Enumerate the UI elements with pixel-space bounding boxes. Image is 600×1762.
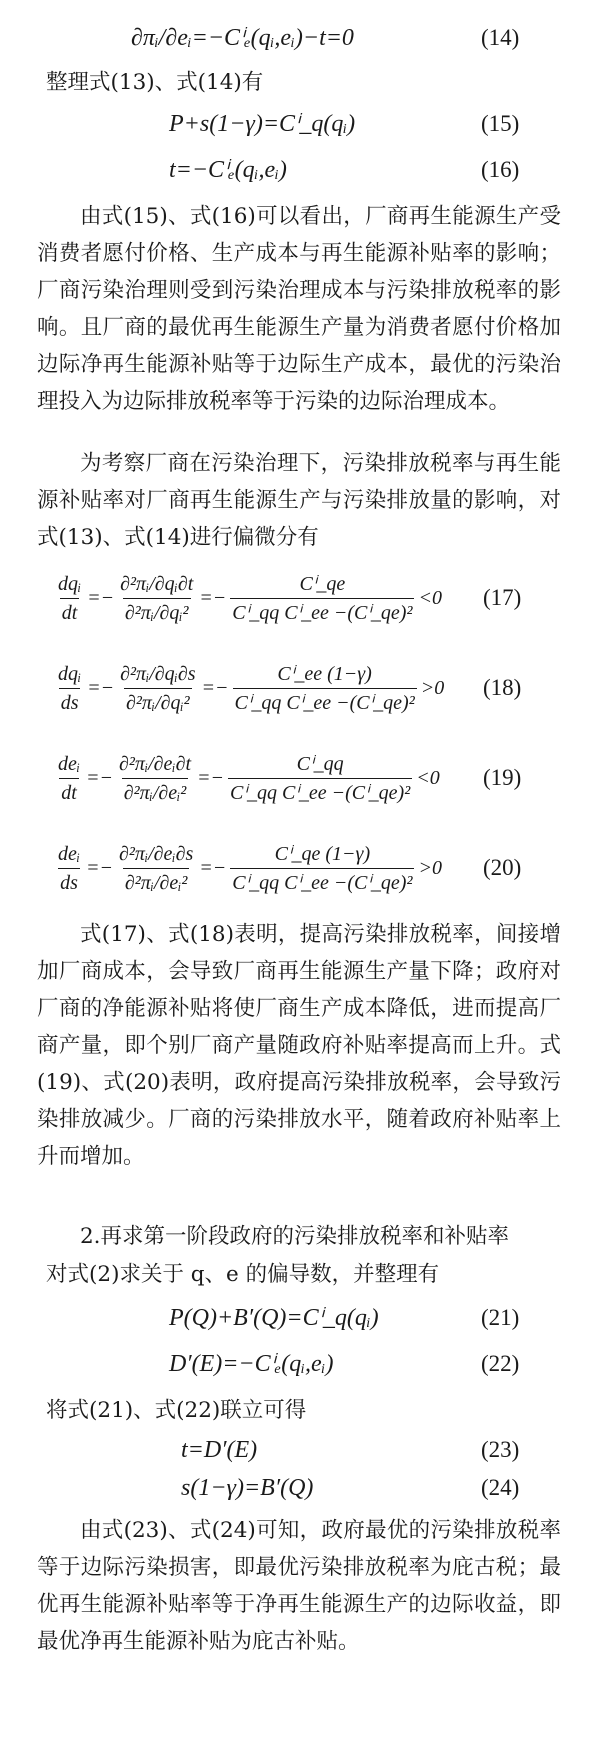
rhs-numerator: Cⁱ_qe: [299, 572, 346, 595]
equation-20: [0, 826, 600, 910]
intro-13-14: 整理式(13)、式(14)有: [46, 70, 264, 95]
lhs-denominator: dt: [60, 598, 80, 627]
equation-expression: s(1−γ)=B′(Q): [181, 1475, 314, 1501]
mid-numerator: ∂²πᵢ/∂qᵢ∂s: [120, 662, 196, 685]
equation-18: [0, 646, 600, 730]
lhs-numerator: dqᵢ: [58, 572, 82, 595]
relation: <0: [416, 766, 440, 789]
equation-number: (18): [483, 675, 522, 700]
relation: >0: [418, 856, 442, 879]
equation-number: (24): [481, 1475, 520, 1500]
paragraph-1: 由式(15)、式(16)可以看出，厂商再生能源生产受消费者愿付价格、生产成本与再生能源补贴率的影响；厂商污染治理则受到污染治理成本与污染排放税率的影响。且厂商的最优再生能源生产量为消费者愿付价格加边际净再生能源补贴等于边际生产成本，最优的污染治理投入为边际排放税率等于污染的边际治理成本。: [37, 204, 561, 414]
rhs-denominator: Cⁱ_qq Cⁱ_ee −(Cⁱ_qe)²: [230, 868, 414, 897]
intro-2: 对式(2)求关于 q、e 的偏导数，并整理有: [46, 1262, 440, 1287]
lhs-denominator: ds: [58, 868, 80, 897]
equation-number: (22): [481, 1351, 520, 1376]
paragraph-4: 由式(23)、式(24)可知，政府最优的污染排放税率等于边际污染损害，即最优污染排放税率为庇古税；最优再生能源补贴率等于净再生能源生产的边际收益，即最优净再生能源补贴为庇古补贴。: [37, 1518, 561, 1654]
equation-22: [0, 1344, 600, 1384]
rhs-denominator: Cⁱ_qq Cⁱ_ee −(Cⁱ_qe)²: [230, 598, 414, 627]
equation-number: (15): [481, 111, 520, 136]
equation-expression: t=D′(E): [181, 1437, 258, 1463]
lhs-denominator: dt: [59, 778, 79, 807]
equation-expression: $\frac{\text{dqᵢ}}{dt}$ =− $\frac{\text{∂²πᵢ/∂qᵢ∂t}}{\text{∂²πᵢ/∂qᵢ²}}$ =− $\frac{\text{Cⁱ\_qe}}{\text{Cⁱ\_qq Cⁱ\_ee −(Cⁱ\_qe)²}}$ <0: [54, 556, 444, 640]
relation: <0: [418, 586, 442, 609]
equation-number: (14): [481, 25, 520, 50]
relation: >0: [420, 676, 445, 699]
equation-number: (17): [483, 585, 522, 610]
paragraph-2: 为考察厂商在污染治理下，污染排放税率与再生能源补贴率对厂商再生能源生产与污染排放量的影响，对式(13)、式(14)进行偏微分有: [37, 451, 561, 550]
rhs-denominator: Cⁱ_qq Cⁱ_ee −(Cⁱ_qe)²: [233, 688, 417, 717]
rhs-numerator: Cⁱ_qe (1−γ): [274, 842, 371, 865]
intro-21-22: 将式(21)、式(22)联立可得: [46, 1398, 307, 1423]
equation-23: [0, 1430, 600, 1470]
rhs-numerator: Cⁱ_qq: [296, 752, 344, 775]
lhs-numerator: deᵢ: [58, 752, 81, 775]
equation-15: [0, 104, 600, 144]
equation-14: [0, 18, 600, 58]
mid-numerator: ∂²πᵢ/∂eᵢ∂s: [119, 842, 194, 865]
lhs-denominator: ds: [59, 688, 81, 717]
equation-expression: $\frac{\text{dqᵢ}}{ds}$ =− $\frac{\text{∂²πᵢ/∂qᵢ∂s}}{\text{∂²πᵢ/∂qᵢ²}}$ =− $\frac{\text{Cⁱ\_ee (1−γ)}}{\text{Cⁱ\_qq Cⁱ\_ee −(Cⁱ\_qe)²}}$ >0: [54, 646, 446, 730]
equation-number: (20): [483, 855, 522, 880]
equation-expression: D′(E)=−Cⁱₑ(qᵢ,eᵢ): [169, 1351, 334, 1377]
rhs-numerator: Cⁱ_ee (1−γ): [277, 662, 372, 685]
equation-number: (23): [481, 1437, 520, 1462]
equation-number: (16): [481, 157, 520, 182]
rhs-denominator: Cⁱ_qq Cⁱ_ee −(Cⁱ_qe)²: [228, 778, 412, 807]
equation-24: [0, 1468, 600, 1508]
equation-16: [0, 150, 600, 190]
paragraph-3: 式(17)、式(18)表明，提高污染排放税率，间接增加厂商成本，会导致厂商再生能源生产量下降；政府对厂商的净能源补贴将使厂商生产成本降低，进而提高厂商产量，即个别厂商产量随政府补贴率提高而上升。式(19)、式(20)表明，政府提高污染排放税率，会导致污染排放减少。厂商的污染排放水平，随着政府补贴率上升而增加。: [37, 922, 561, 1169]
heading-2: 2.再求第一阶段政府的污染排放税率和补贴率: [80, 1224, 510, 1249]
mid-denominator: ∂²πᵢ/∂eᵢ²: [122, 778, 189, 807]
equation-expression: $\frac{\text{deᵢ}}{ds}$ =− $\frac{\text{∂²πᵢ/∂eᵢ∂s}}{\text{∂²πᵢ/∂eᵢ²}}$ =− $\frac{\text{Cⁱ\_qe (1−γ)}}{\text{Cⁱ\_qq Cⁱ\_ee −(Cⁱ\_qe)²}}$ >0: [54, 826, 444, 910]
lhs-numerator: dqᵢ: [58, 662, 82, 685]
equation-expression: ∂πᵢ/∂eᵢ=−Cⁱₑ(qᵢ,eᵢ)−t=0: [131, 25, 354, 51]
mid-denominator: ∂²πᵢ/∂qᵢ²: [123, 598, 191, 627]
mid-denominator: ∂²πᵢ/∂qᵢ²: [124, 688, 192, 717]
equation-21: [0, 1298, 600, 1338]
equation-number: (21): [481, 1305, 520, 1330]
equation-number: (19): [483, 765, 522, 790]
equation-expression: P+s(1−γ)=Cⁱ_q(qᵢ): [169, 111, 356, 137]
mid-numerator: ∂²πᵢ/∂eᵢ∂t: [119, 752, 192, 775]
equation-17: [0, 556, 600, 640]
equation-expression: t=−Cⁱₑ(qᵢ,eᵢ): [169, 157, 287, 183]
lhs-numerator: deᵢ: [58, 842, 81, 865]
equation-19: [0, 736, 600, 820]
mid-numerator: ∂²πᵢ/∂qᵢ∂t: [120, 572, 194, 595]
equation-expression: P(Q)+B′(Q)=Cⁱ_q(qᵢ): [169, 1305, 379, 1331]
mid-denominator: ∂²πᵢ/∂eᵢ²: [123, 868, 190, 897]
equation-expression: $\frac{\text{deᵢ}}{dt}$ =− $\frac{\text{∂²πᵢ/∂eᵢ∂t}}{\text{∂²πᵢ/∂eᵢ²}}$ =− $\frac{\text{Cⁱ\_qq}}{\text{Cⁱ\_qq Cⁱ\_ee −(Cⁱ\_qe)²}}$ <0: [54, 736, 442, 820]
